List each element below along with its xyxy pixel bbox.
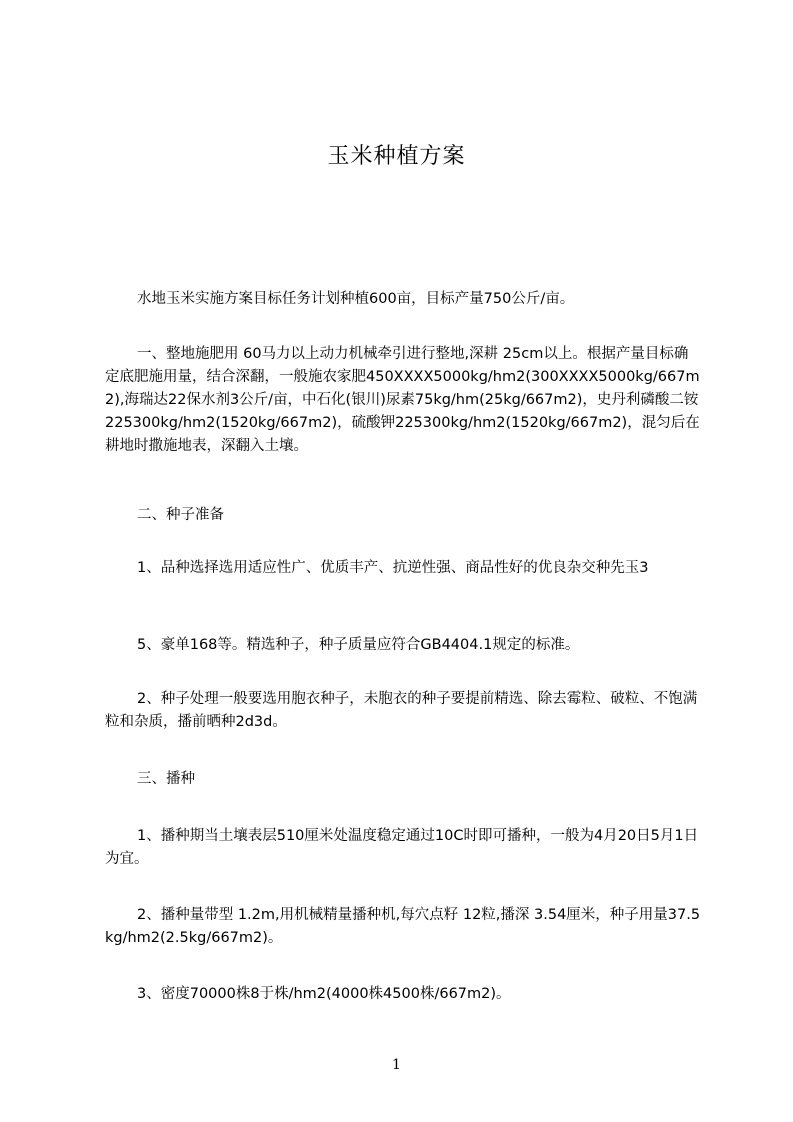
paragraph-section-1-fertilizer: 一、整地施肥用 60马力以上动力机械牵引进行整地,深耕 25cm以上。根据产量目标确定底肥施用量，结合深翻，一般施农家肥450XXXX5000kg/hm2(300XXXX5000kg/667m2),海瑞达22保水剂3公斤/亩，中石化(银川)尿素75kg/hm(25kg/667m2)，史丹利磷酸二铵225300kg/hm2(1520kg/667m2)，硫酸钾225300kg/hm2(1520kg/667m2)，混匀后在耕地时撒施地表，深翻入土壤。 xyxy=(105,346,700,454)
paragraph-intro: 水地玉米实施方案目标任务计划种植600亩，目标产量750公斤/亩。 xyxy=(137,291,575,307)
page-number: 1 xyxy=(392,1057,401,1073)
heading-section-3-sowing: 三、播种 xyxy=(137,771,195,787)
heading-section-2-seed-preparation: 二、种子准备 xyxy=(137,507,224,523)
paragraph-planting-density: 3、密度70000株8于株/hm2(4000株4500株/667m2)。 xyxy=(137,986,511,1002)
paragraph-sowing-period: 1、播种期当土壤表层510厘米处温度稳定通过10C时即可播种，一般为4月20日5月1日为宜。 xyxy=(105,828,699,867)
paragraph-variety-selection: 1、品种选择选用适应性广、优质丰产、抗逆性强、商品性好的优良杂交种先玉3 xyxy=(137,560,649,576)
document-title: 玉米种植方案 xyxy=(327,144,466,169)
paragraph-seed-quality: 5、豪单168等。精选种子，种子质量应符合GB4404.1规定的标准。 xyxy=(137,637,580,653)
paragraph-sowing-amount: 2、播种量带型 1.2m,用机械精量播种机,每穴点籽 12粒,播深 3.54厘米，种子用量37.5kg/hm2(2.5kg/667m2)。 xyxy=(105,907,701,946)
paragraph-seed-treatment: 2、种子处理一般要选用胞衣种子，未胞衣的种子要提前精选、除去霉粒、破粒、不饱满粒和杂质，播前晒种2d3d。 xyxy=(105,691,698,730)
